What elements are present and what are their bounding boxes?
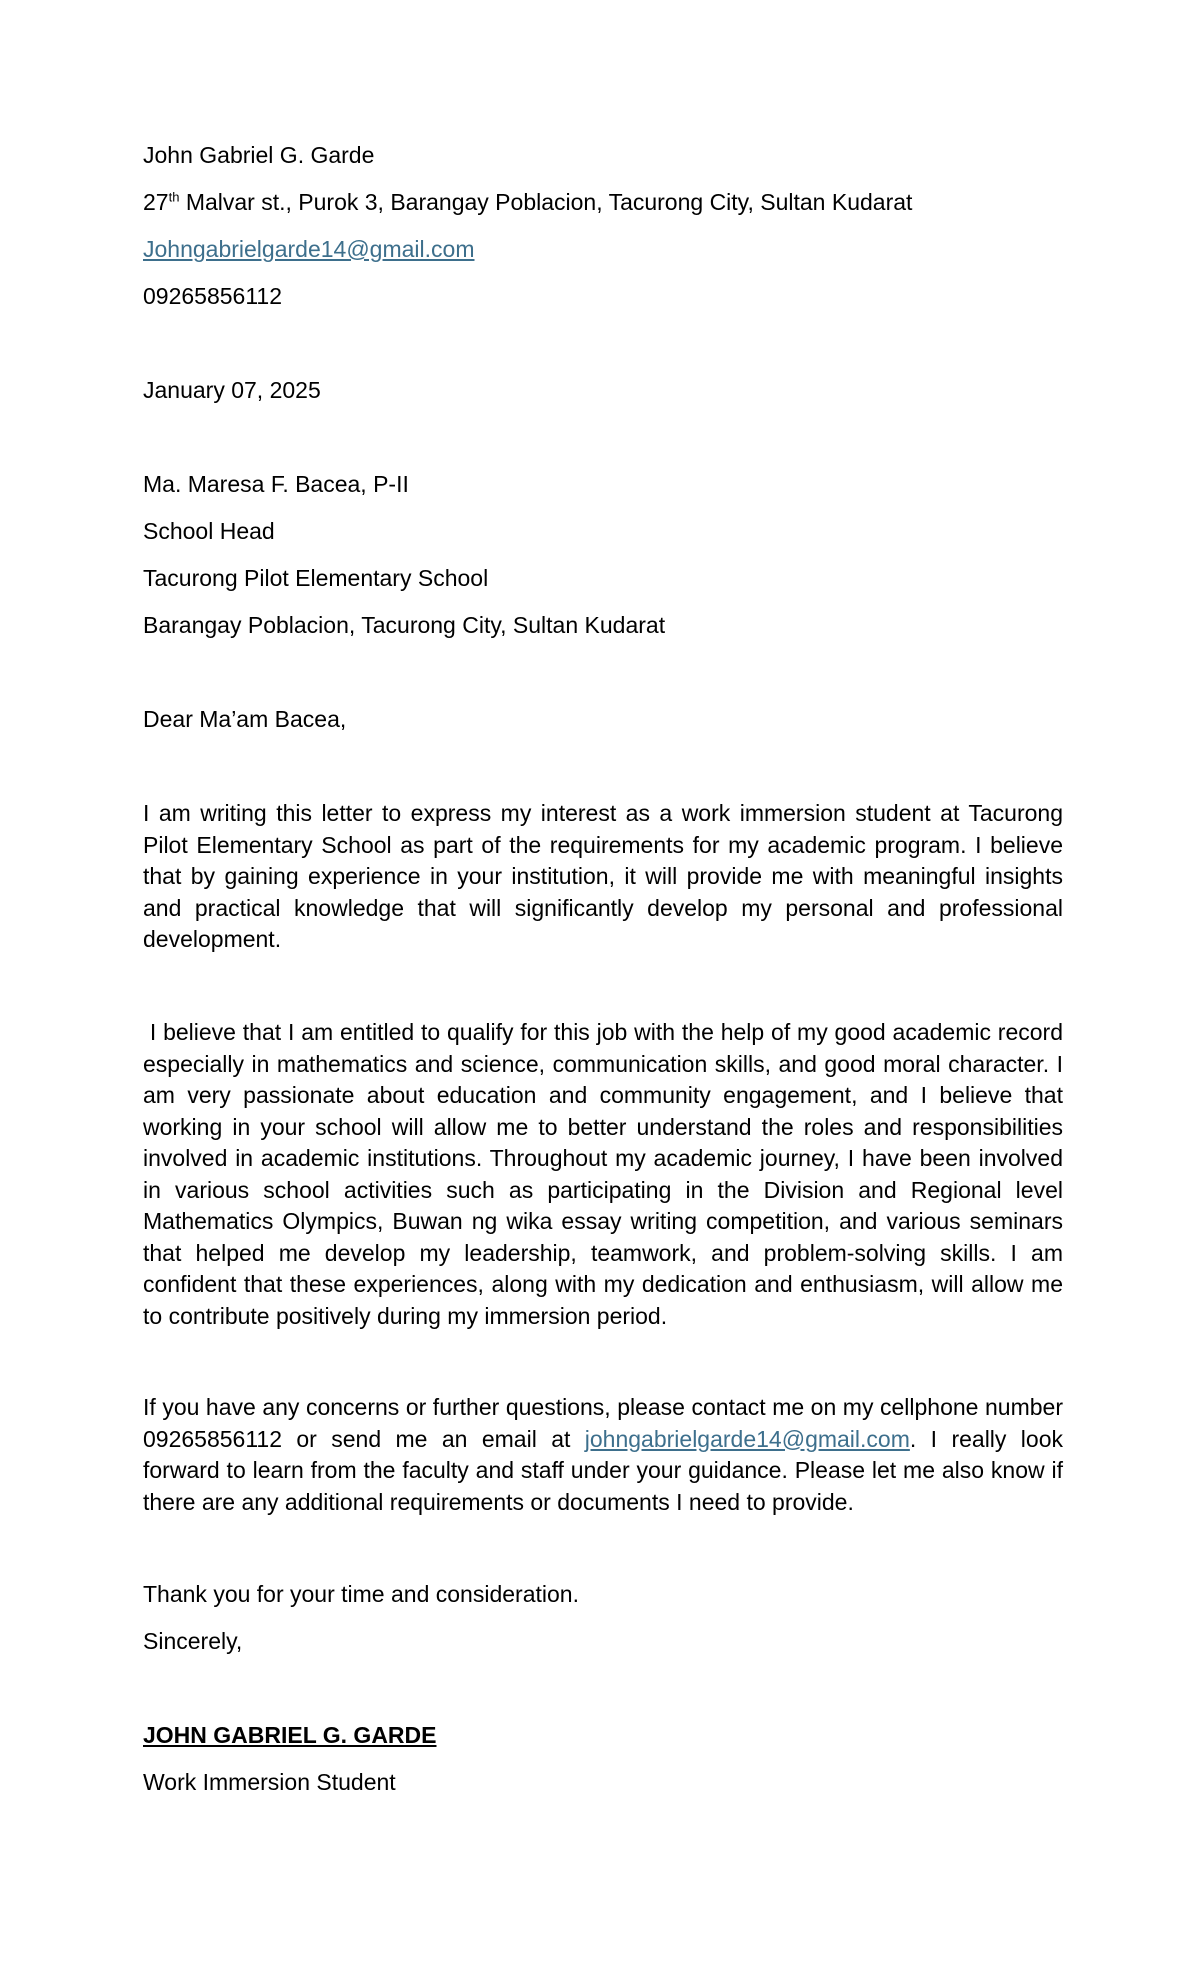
recipient-name: Ma. Maresa F. Bacea, P-II — [143, 471, 409, 497]
body-paragraph-1: I am writing this letter to express my interest as a work immersion student at Tacurong Pilot Elementary School as part of the requirements for my academic program. I believe that by gaining experience in your institution, it will provide me with meaningful insights and practical knowledge that will significantly develop my personal and professional development. — [143, 800, 1063, 952]
sender-address-number: 27 — [143, 189, 169, 215]
recipient-address: Barangay Poblacion, Tacurong City, Sultan Kudarat — [143, 612, 666, 638]
body-paragraph-3-text-start: If you have any concerns or further questions, please contact me on my cellphone number 09265856112 or send me an email at — [143, 1394, 1063, 1452]
salutation: Dear Ma’am Bacea, — [143, 706, 347, 732]
recipient-title: School Head — [143, 518, 275, 544]
signature-role: Work Immersion Student — [143, 1769, 396, 1795]
sender-phone: 09265856112 — [143, 283, 282, 309]
sender-address — [143, 187, 912, 219]
letter-date: January 07, 2025 — [143, 377, 321, 403]
body-paragraph-2: I believe that I am entitled to qualify for this job with the help of my good academic record especially in mathematics and science, communication skills, and good moral character. I am very passionate about education and community engagement, and I believe that working in your school will allow me to better understand the roles and responsibilities involved in academic institutions. Throughout my academic journey, I have been involved in various school activities such as participating in the Division and Regional level Mathematics Olympics, Buwan ng wika essay writing competition, and various seminars that helped me develop my leadership, teamwork, and problem-solving skills. I am confident that these experiences, along with my dedication and enthusiasm, will allow me to contribute positively during my immersion period. — [143, 1019, 1070, 1329]
sender-address-suffix: th — [168, 189, 180, 205]
closing-sincerely: Sincerely, — [143, 1628, 243, 1654]
sender-email-link[interactable]: Johngabrielgarde14@gmail.com — [143, 236, 475, 262]
body-email-link[interactable]: johngabrielgarde14@gmail.com — [584, 1425, 910, 1452]
sender-address-rest: Malvar st., Purok 3, Barangay Poblacion, Tacurong City, Sultan Kudarat — [179, 189, 913, 215]
recipient-school: Tacurong Pilot Elementary School — [143, 565, 489, 591]
sender-name: John Gabriel G. Garde — [143, 142, 375, 168]
closing-thanks: Thank you for your time and consideration. — [143, 1581, 579, 1607]
body-paragraph-3 — [143, 1392, 1063, 1518]
body-paragraph-3-text-end: . I really look forward to learn from the faculty and staff under your guidance. Please let me also know if there are any additional requirements or documents I need to provide. — [143, 1425, 1063, 1515]
signature-name: JOHN GABRIEL G. GARDE — [143, 1722, 437, 1748]
